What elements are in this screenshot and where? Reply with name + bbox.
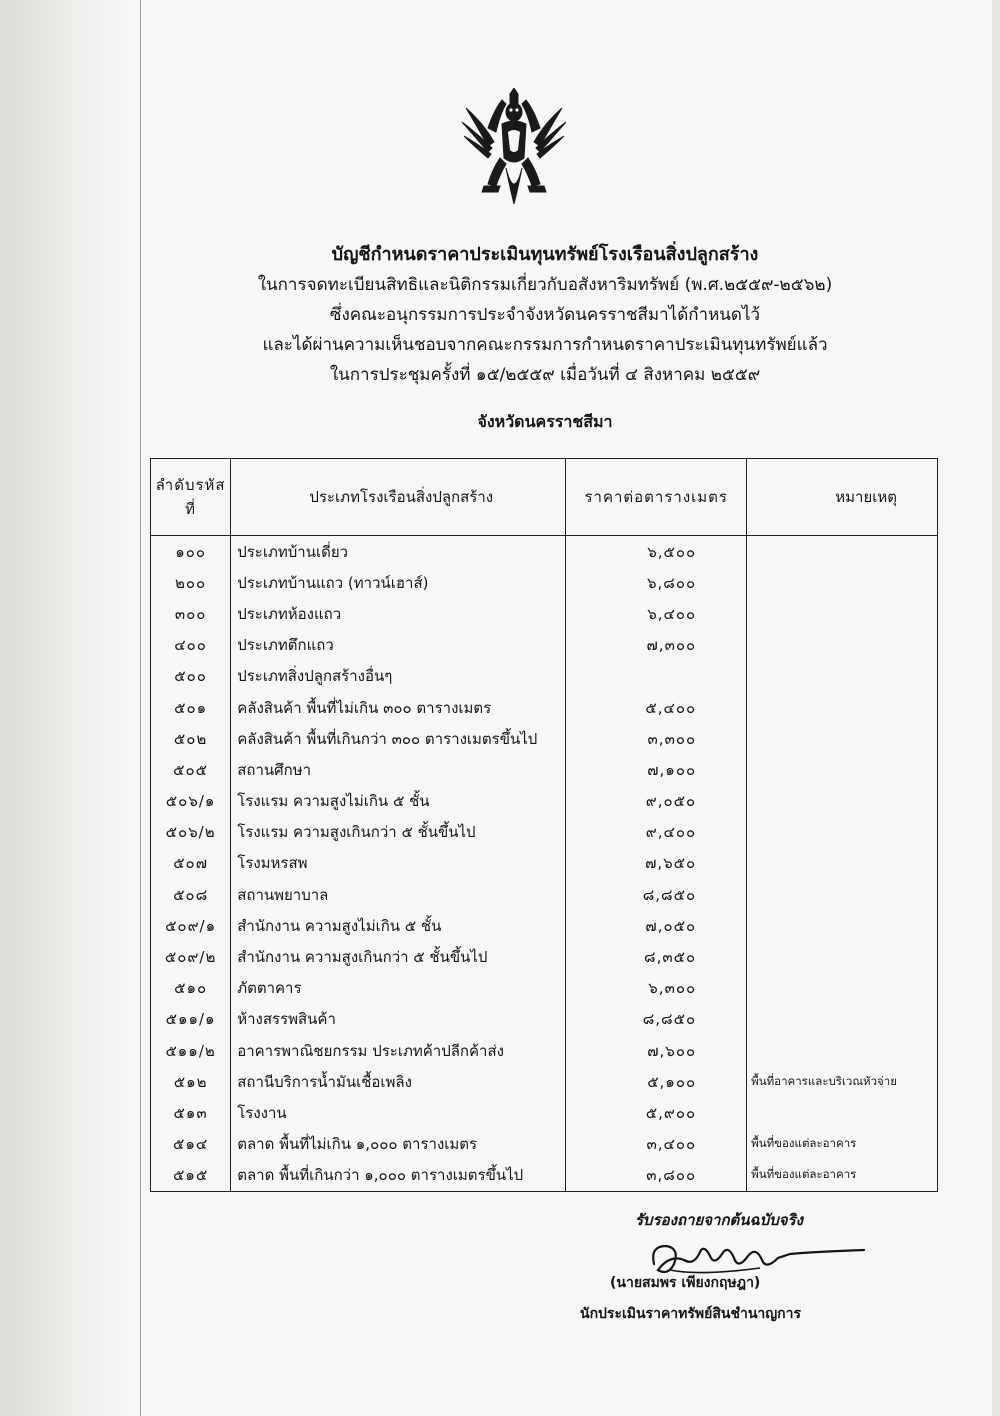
row-building-type: คลังสินค้า พื้นที่เกินกว่า ๓๐๐ ตารางเมตรขึ้นไป [231,723,566,754]
row-building-type: โรงแรม ความสูงไม่เกิน ๕ ชั้น [231,786,566,817]
row-price: ๙,๔๐๐ [566,817,747,848]
row-code: ๓๐๐ [151,598,231,629]
row-price: ๘,๓๕๐ [566,941,747,972]
row-price: ๗,๑๐๐ [566,754,747,785]
row-code: ๕๑๔ [151,1129,231,1160]
heading-line-3: ซึ่งคณะอนุกรรมการประจำจังหวัดนครราชสีมาได้กำหนดไว้ [329,305,761,325]
row-note [747,598,938,629]
table-row [151,723,938,754]
row-price: ๕,๙๐๐ [566,1097,747,1128]
row-building-type: สถานีบริการน้ำมันเชื้อเพลิง [231,1066,566,1097]
table-row [151,973,938,1004]
table-row [151,1160,938,1192]
row-price: ๖,๓๐๐ [566,973,747,1004]
row-note [747,754,938,785]
row-building-type: สำนักงาน ความสูงไม่เกิน ๕ ชั้น [231,910,566,941]
table-header-row [151,459,938,536]
row-price: ๓,๔๐๐ [566,1129,747,1160]
row-note [747,723,938,754]
row-price: ๕,๑๐๐ [566,1066,747,1097]
signer-name: (นายสมพร เพียงกฤษฎา) [610,1275,761,1291]
row-code: ๑๐๐ [151,536,231,568]
row-building-type: ภัตตาคาร [231,973,566,1004]
header-note: หมายเหตุ [747,459,938,536]
row-building-type: โรงมหรสพ [231,848,566,879]
row-code: ๕๐๒ [151,723,231,754]
table-row [151,941,938,972]
row-price: ๗,๐๕๐ [566,910,747,941]
row-note [747,630,938,661]
heading-line-4: และได้ผ่านความเห็นชอบจากคณะกรรมการกำหนดราคาประเมินทุนทรัพย์แล้ว [262,335,828,355]
row-building-type: สำนักงาน ความสูงเกินกว่า ๕ ชั้นขึ้นไป [231,941,566,972]
table-row [151,567,938,598]
row-building-type: ตลาด พื้นที่เกินกว่า ๑,๐๐๐ ตารางเมตรขึ้นไป [231,1160,566,1192]
certification-stamp: รับรองถายจากต้นฉบับจริง [635,1211,803,1229]
row-code: ๕๑๒ [151,1066,231,1097]
row-code: ๕๑๑/๒ [151,1035,231,1066]
row-building-type: ประเภทตึกแถว [231,630,566,661]
table-row [151,910,938,941]
table-row [151,786,938,817]
table-row [151,848,938,879]
row-building-type: โรงงาน [231,1097,566,1128]
row-note: พื้นที่อาคารและบริเวณหัวจ่าย [747,1066,938,1097]
row-price: ๘,๘๕๐ [566,1004,747,1035]
row-code: ๕๑๓ [151,1097,231,1128]
row-code: ๕๐๗ [151,848,231,879]
row-note: พื้นที่ของแต่ละอาคาร [747,1129,938,1160]
table-row [151,879,938,910]
table-row [151,536,938,568]
row-price: ๘,๘๕๐ [566,879,747,910]
document-title: บัญชีกำหนดราคาประเมินทุนทรัพย์โรงเรือนสิ่งปลูกสร้าง [331,244,759,265]
row-building-type: สถานพยาบาล [231,879,566,910]
garuda-emblem-icon [458,88,570,206]
row-note [747,661,938,692]
row-price: ๓,๘๐๐ [566,1160,747,1192]
row-note [747,536,938,568]
table-row [151,1129,938,1160]
table-row [151,1097,938,1128]
row-code: ๕๐๐ [151,661,231,692]
row-price: ๙,๐๕๐ [566,786,747,817]
table-row [151,598,938,629]
table-row [151,692,938,723]
row-note [747,1004,938,1035]
row-code: ๕๐๙/๑ [151,910,231,941]
row-code: ๕๑๕ [151,1160,231,1192]
row-note [747,941,938,972]
row-note [747,1097,938,1128]
row-price [566,661,747,692]
valuation-table [150,458,938,1192]
signer-position: นักประเมินราคาทรัพย์สินชำนาญการ [580,1306,802,1322]
row-code: ๕๐๘ [151,879,231,910]
table-row [151,661,938,692]
table-body [151,536,938,1192]
row-price: ๗,๓๐๐ [566,630,747,661]
table-row [151,1035,938,1066]
row-price: ๖,๕๐๐ [566,536,747,568]
row-note [747,1035,938,1066]
row-note: พื้นที่ของแต่ละอาคาร [747,1160,938,1192]
table-row [151,1004,938,1035]
table-row [151,817,938,848]
scan-right-edge [992,0,1000,1416]
header-price: ราคาต่อตารางเมตร [566,459,747,536]
row-building-type: โรงแรม ความสูงเกินกว่า ๕ ชั้นขึ้นไป [231,817,566,848]
row-price: ๗,๖๐๐ [566,1035,747,1066]
row-building-type: ประเภทสิ่งปลูกสร้างอื่นๆ [231,661,566,692]
row-note [747,817,938,848]
row-building-type: คลังสินค้า พื้นที่ไม่เกิน ๓๐๐ ตารางเมตร [231,692,566,723]
row-note [747,692,938,723]
row-building-type: ประเภทบ้านเดี่ยว [231,536,566,568]
row-building-type: ตลาด พื้นที่ไม่เกิน ๑,๐๐๐ ตารางเมตร [231,1129,566,1160]
heading-line-5: ในการประชุมครั้งที่ ๑๕/๒๕๕๙ เมื่อวันที่ ๔ สิงหาคม ๒๕๕๙ [329,365,761,385]
row-price: ๖,๔๐๐ [566,598,747,629]
heading-line-2: ในการจดทะเบียนสิทธิและนิติกรรมเกี่ยวกับอสังหาริมทรัพย์ (พ.ศ.๒๕๕๙-๒๕๖๒) [257,275,833,295]
row-code: ๒๐๐ [151,567,231,598]
row-code: ๕๑๑/๑ [151,1004,231,1035]
row-note [747,910,938,941]
row-code: ๕๐๑ [151,692,231,723]
row-code: ๕๑๐ [151,973,231,1004]
table-row [151,630,938,661]
row-price: ๗,๖๕๐ [566,848,747,879]
table-row [151,754,938,785]
row-note [747,973,938,1004]
row-building-type: ประเภทห้องแถว [231,598,566,629]
row-code: ๔๐๐ [151,630,231,661]
row-note [747,879,938,910]
row-building-type: อาคารพาณิชยกรรม ประเภทค้าปลีกค้าส่ง [231,1035,566,1066]
scan-shadow [0,0,140,1416]
header-type: ประเภทโรงเรือนสิ่งปลูกสร้าง [231,459,566,536]
row-building-type: ประเภทบ้านแถว (ทาวน์เฮาส์) [231,567,566,598]
row-building-type: ห้างสรรพสินค้า [231,1004,566,1035]
table-row [151,1066,938,1097]
row-code: ๕๐๖/๒ [151,817,231,848]
row-price: ๕,๔๐๐ [566,692,747,723]
document-heading [150,240,940,390]
province-name: จังหวัดนครราชสีมา [477,412,613,431]
row-code: ๕๐๙/๒ [151,941,231,972]
row-note [747,567,938,598]
row-building-type: สถานศึกษา [231,754,566,785]
row-code: ๕๐๕ [151,754,231,785]
row-note [747,786,938,817]
page-edge-line [140,0,141,1416]
row-price: ๖,๘๐๐ [566,567,747,598]
row-code: ๕๐๖/๑ [151,786,231,817]
header-code: ลำดับรหัสที่ [151,459,231,536]
row-note [747,848,938,879]
row-price: ๓,๓๐๐ [566,723,747,754]
